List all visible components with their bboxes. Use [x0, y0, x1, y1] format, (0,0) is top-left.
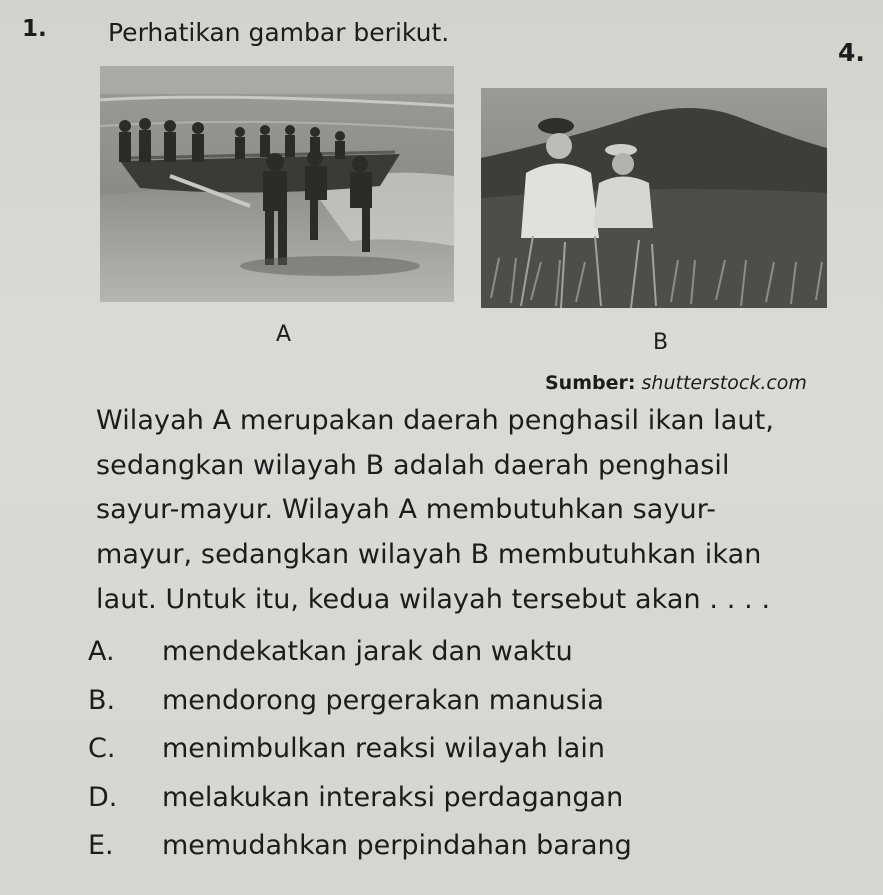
image-source	[545, 372, 807, 394]
option-letter: A.	[88, 636, 115, 667]
option-text: mendorong pergerakan manusia	[162, 684, 604, 716]
fishermen-pushing-boat-photo	[100, 66, 454, 302]
option-letter: D.	[88, 781, 118, 813]
stem-line: sedangkan wilayah B adalah daerah penghasil	[96, 449, 730, 481]
next-question-number: 4.	[838, 38, 865, 67]
option-text: menimbulkan reaksi wilayah lain	[162, 733, 605, 764]
question-intro: Perhatikan gambar berikut.	[108, 18, 450, 47]
question-stem	[96, 399, 883, 623]
option-letter: E.	[88, 830, 114, 861]
stem-line: sayur-mayur. Wilayah A membutuhkan sayur-	[96, 494, 717, 526]
option-letter: B.	[88, 684, 116, 716]
option-text: mendekatkan jarak dan waktu	[162, 636, 573, 667]
option-c[interactable]	[88, 725, 632, 774]
stem-line: Wilayah A merupakan daerah penghasil ikan laut,	[96, 405, 775, 436]
question-number: 1.	[22, 16, 47, 42]
source-value: shutterstock.com	[641, 372, 807, 394]
option-b[interactable]	[88, 677, 632, 726]
option-letter: C.	[88, 733, 116, 764]
stem-line: laut. Untuk itu, kedua wilayah tersebut akan . . . .	[96, 583, 771, 615]
figure-a-caption: A	[276, 322, 292, 347]
option-a[interactable]	[88, 628, 632, 677]
stem-line: mayur, sedangkan wilayah B membutuhkan ikan	[96, 539, 762, 571]
source-label: Sumber:	[545, 372, 636, 394]
option-text: memudahkan perpindahan barang	[162, 830, 632, 861]
option-e[interactable]	[88, 822, 632, 871]
answer-options	[88, 628, 632, 871]
option-text: melakukan interaksi perdagangan	[162, 781, 624, 813]
farmers-in-vegetable-field-photo	[481, 88, 827, 308]
figure-b-caption: B	[653, 330, 669, 355]
option-d[interactable]	[88, 774, 632, 823]
